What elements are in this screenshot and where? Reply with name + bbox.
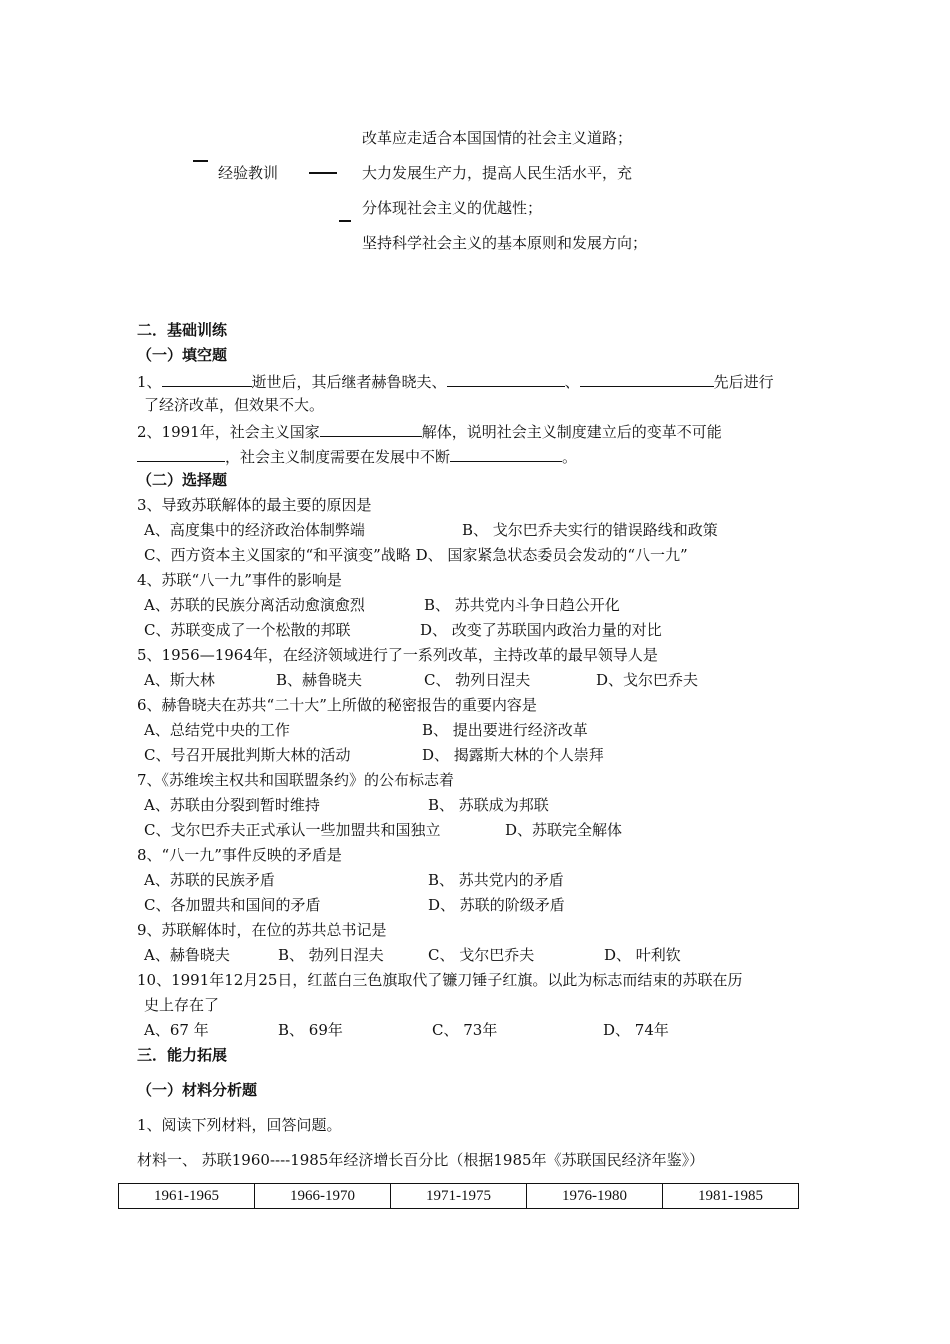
q6-stem: 6、赫鲁晓夫在苏共“二十大”上所做的秘密报告的重要内容是 (137, 696, 537, 714)
bracket-dash-bottom (339, 220, 351, 222)
q8-option-b[interactable]: B、 苏共党内的矛盾 (428, 871, 564, 889)
q9-option-a[interactable]: A、赫鲁晓夫 (144, 946, 230, 964)
section2-title: 二．基础训练 (137, 321, 228, 339)
table-header-cell: 1966-1970 (255, 1184, 391, 1209)
q8-option-a[interactable]: A、苏联的民族矛盾 (144, 871, 275, 889)
q3-stem: 3、导致苏联解体的最主要的原因是 (137, 496, 372, 514)
q8-option-d[interactable]: D、 苏联的阶级矛盾 (428, 896, 565, 914)
table-header-cell: 1976-1980 (527, 1184, 663, 1209)
q2-blank-2[interactable] (137, 445, 225, 462)
q2-line (137, 420, 722, 442)
growth-table (118, 1183, 799, 1209)
choice-title: （二）选择题 (137, 471, 228, 489)
q9-option-d[interactable]: D、 叶利钦 (604, 946, 681, 964)
q1-line (137, 370, 774, 392)
q3-option-b[interactable]: B、 戈尔巴乔夫实行的错误路线和政策 (462, 521, 718, 539)
material-1: 材料一、 苏联1960----1985年经济增长百分比（根据1985年《苏联国民经济年鉴》） (137, 1151, 705, 1169)
q4-option-a[interactable]: A、苏联的民族分离活动愈演愈烈 (144, 596, 365, 614)
q2-blank-1[interactable] (320, 420, 422, 437)
summary-label: 经验教训 (218, 164, 279, 182)
q4-option-b[interactable]: B、 苏共党内斗争日趋公开化 (424, 596, 620, 614)
q1-b: 逝世后，其后继者赫鲁晓夫、 (251, 373, 447, 391)
q7-option-b[interactable]: B、 苏联成为邦联 (428, 796, 549, 814)
q1-blank-2[interactable] (447, 370, 565, 387)
table-header-cell: 1981-1985 (663, 1184, 799, 1209)
q5-option-d[interactable]: D、戈尔巴乔夫 (596, 671, 699, 689)
q7-option-c[interactable]: C、戈尔巴乔夫正式承认一些加盟共和国独立 (144, 821, 441, 839)
q1-blank-1[interactable] (162, 370, 252, 387)
q8-option-c[interactable]: C、各加盟共和国间的矛盾 (144, 896, 321, 914)
q5-option-b[interactable]: B、赫鲁晓夫 (276, 671, 363, 689)
q6-option-d[interactable]: D、 揭露斯大林的个人崇拜 (422, 746, 604, 764)
q1-blank-3[interactable] (580, 370, 714, 387)
q1-d: 先后进行 (713, 373, 774, 391)
table-header-cell: 1961-1965 (119, 1184, 255, 1209)
q10-option-a[interactable]: A、67 年 (144, 1021, 209, 1039)
fill-title: （一）填空题 (137, 346, 228, 364)
q10-option-c[interactable]: C、 73年 (432, 1021, 498, 1039)
q7-option-a[interactable]: A、苏联由分裂到暂时维持 (144, 796, 320, 814)
summary-line-3: 分体现社会主义的优越性； (362, 199, 543, 217)
q3-option-cd[interactable]: C、西方资本主义国家的“和平演变”战略 D、 国家紧急状态委员会发动的“八一九” (144, 546, 688, 564)
q9-option-b[interactable]: B、 勃列日涅夫 (278, 946, 384, 964)
summary-line-4: 坚持科学社会主义的基本原则和发展方向； (362, 234, 648, 252)
q5-option-a[interactable]: A、斯大林 (144, 671, 215, 689)
q8-stem: 8、“八一九”事件反映的矛盾是 (137, 846, 342, 864)
q1-c: 、 (564, 373, 580, 391)
q6-option-a[interactable]: A、总结党中央的工作 (144, 721, 290, 739)
q1-line-2: 了经济改革，但效果不大。 (144, 396, 325, 414)
q1-a: 1、 (137, 373, 162, 391)
material-q1: 1、阅读下列材料，回答问题。 (137, 1116, 342, 1134)
q2-b: 解体，说明社会主义制度建立后的变革不可能 (421, 423, 722, 441)
q4-stem: 4、苏联“八一九”事件的影响是 (137, 571, 342, 589)
q4-option-d[interactable]: D、 改变了苏联国内政治力量的对比 (420, 621, 662, 639)
q5-option-c[interactable]: C、 勃列日涅夫 (424, 671, 531, 689)
q9-stem: 9、苏联解体时，在位的苏共总书记是 (137, 921, 387, 939)
bracket-dash-top (193, 160, 208, 162)
table-row (119, 1184, 799, 1209)
q7-stem: 7、《苏维埃主权共和国联盟条约》的公布标志着 (137, 771, 455, 789)
q6-option-c[interactable]: C、号召开展批判斯大林的活动 (144, 746, 351, 764)
table-header-cell: 1971-1975 (391, 1184, 527, 1209)
q6-option-b[interactable]: B、 提出要进行经济改革 (422, 721, 588, 739)
connector-dash (309, 172, 337, 174)
q10-option-d[interactable]: D、 74年 (603, 1021, 669, 1039)
q3-option-a[interactable]: A、高度集中的经济政治体制弊端 (144, 521, 365, 539)
q9-option-c[interactable]: C、 戈尔巴乔夫 (428, 946, 535, 964)
q10-stem: 10、1991年12月25日，红蓝白三色旗取代了镰刀锤子红旗。以此为标志而结束的苏联在历 (137, 971, 743, 989)
summary-line-1: 改革应走适合本国国情的社会主义道路； (362, 129, 633, 147)
section3-title: 三．能力拓展 (137, 1046, 228, 1064)
q2-blank-3[interactable] (450, 445, 562, 462)
q7-option-d[interactable]: D、苏联完全解体 (505, 821, 623, 839)
q2-a: 2、1991年，社会主义国家 (137, 423, 320, 441)
summary-line-2: 大力发展生产力，提高人民生活水平，充 (362, 164, 633, 182)
material-title: （一）材料分析题 (137, 1081, 258, 1099)
q10-stem-2: 史上存在了 (144, 996, 220, 1014)
q5-stem: 5、1956—1964年，在经济领域进行了一系列改革，主持改革的最早领导人是 (137, 646, 658, 664)
q4-option-c[interactable]: C、苏联变成了一个松散的邦联 (144, 621, 351, 639)
q2-c: ，社会主义制度需要在发展中不断 (225, 448, 451, 466)
q2-d: 。 (562, 448, 578, 466)
q2-line-2 (137, 445, 577, 467)
q10-option-b[interactable]: B、 69年 (278, 1021, 343, 1039)
